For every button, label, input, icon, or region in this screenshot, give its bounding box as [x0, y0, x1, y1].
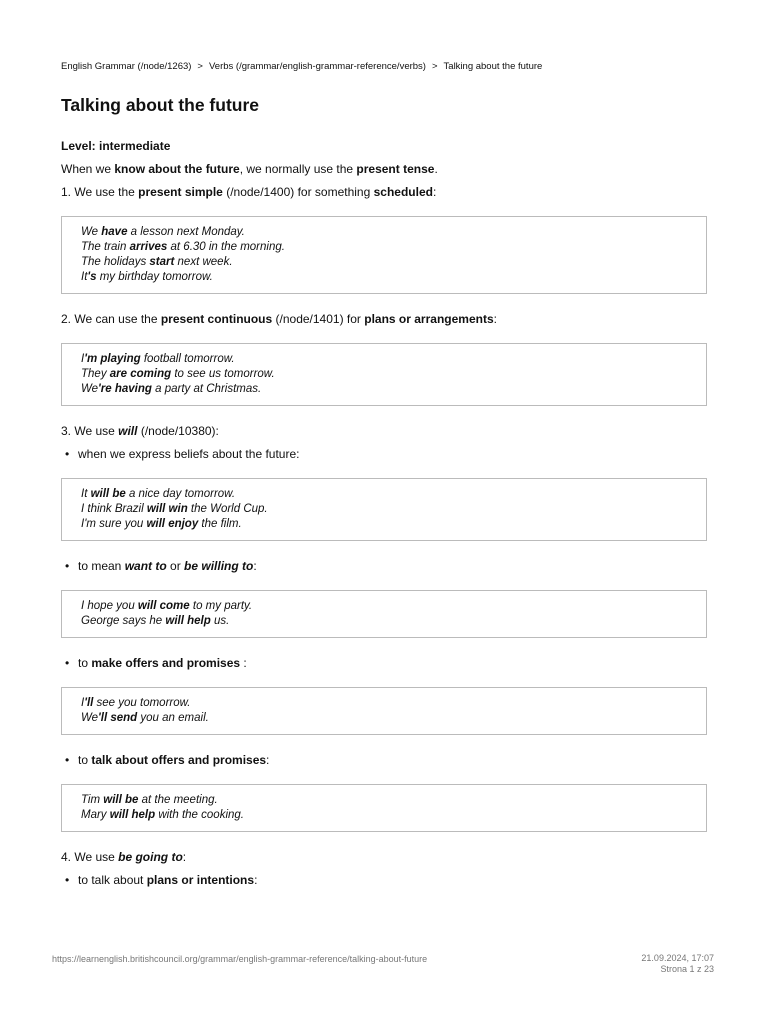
- list-item-plans: • to talk about plans or intentions:: [65, 873, 258, 887]
- footer-page-number: Strona 1 z 23: [660, 964, 714, 974]
- example-line: I hope you will come to my party.: [81, 600, 253, 612]
- breadcrumb-current: Talking about the future: [443, 61, 543, 72]
- breadcrumb-link-english-grammar[interactable]: English Grammar (/node/1263): [61, 61, 192, 72]
- footer-datetime: 21.09.2024, 17:07: [641, 953, 714, 963]
- link-present-simple[interactable]: (/node/1400) for something: [222, 185, 374, 199]
- example-line: I'll see you tomorrow.: [81, 697, 191, 709]
- bullet-dot: •: [65, 753, 70, 767]
- breadcrumb-separator: >: [197, 61, 203, 72]
- article: [61, 60, 707, 888]
- intro-paragraph: When we know about the future, we normally use the present tense.: [61, 162, 438, 176]
- example-box-talk-offers: [61, 784, 707, 832]
- page-title: Talking about the future: [61, 95, 260, 115]
- example-line: I think Brazil will win the World Cup.: [81, 503, 268, 515]
- example-box-present-continuous: [61, 343, 707, 406]
- bullet-dot: •: [65, 873, 70, 887]
- example-box-offers: [61, 687, 707, 735]
- example-line: It will be a nice day tomorrow.: [81, 488, 236, 500]
- example-box-present-simple: [61, 216, 707, 294]
- breadcrumb-link-verbs[interactable]: Verbs (/grammar/english-grammar-reference/verbs): [208, 61, 426, 72]
- example-line: They are coming to see us tomorrow.: [81, 368, 275, 380]
- list-item-make-offers: • to make offers and promises :: [65, 656, 247, 670]
- section-1-heading: 1. We use the present simple (/node/1400) for something scheduled:: [61, 185, 437, 199]
- breadcrumb-separator: >: [431, 61, 438, 72]
- example-line: Tim will be at the meeting.: [81, 794, 218, 806]
- bullet-dot: •: [65, 656, 70, 670]
- footer-meta: [641, 953, 714, 975]
- list-item-talk-offers: • to talk about offers and promises:: [65, 753, 270, 767]
- example-line: George says he will help us.: [81, 615, 230, 627]
- example-line: We have a lesson next Monday.: [81, 226, 245, 238]
- section-4-heading: 4. We use be going to:: [61, 850, 187, 864]
- example-line: I'm sure you will enjoy the film.: [81, 518, 242, 530]
- list-item-want-to: • to mean want to or be willing to:: [65, 559, 257, 573]
- list-item-beliefs: • when we express beliefs about the future:: [65, 447, 300, 461]
- example-box-beliefs: [61, 478, 707, 541]
- example-line: I'm playing football tomorrow.: [81, 353, 235, 365]
- bullet-dot: •: [65, 447, 70, 461]
- bullet-dot: •: [65, 559, 70, 573]
- example-line: The holidays start next week.: [81, 256, 233, 268]
- link-present-continuous[interactable]: (/node/1401) for: [272, 312, 365, 326]
- section-2-heading: 2. We can use the present continuous (/node/1401) for plans or arrangements:: [61, 312, 497, 326]
- level-label: Level: intermediate: [61, 139, 171, 153]
- breadcrumb: [61, 60, 707, 74]
- example-line: We'll send you an email.: [81, 712, 209, 724]
- example-box-want-to: [61, 590, 707, 638]
- section-3-heading: 3. We use will (/node/10380):: [61, 424, 219, 438]
- example-line: Mary will help with the cooking.: [81, 809, 244, 821]
- footer-url: https://learnenglish.britishcouncil.org/grammar/english-grammar-reference/talking-about-future: [52, 954, 428, 964]
- example-line: It's my birthday tomorrow.: [81, 271, 213, 283]
- example-line: The train arrives at 6.30 in the morning.: [81, 241, 285, 253]
- example-line: We're having a party at Christmas.: [81, 383, 262, 395]
- link-will[interactable]: (/node/10380):: [137, 424, 219, 438]
